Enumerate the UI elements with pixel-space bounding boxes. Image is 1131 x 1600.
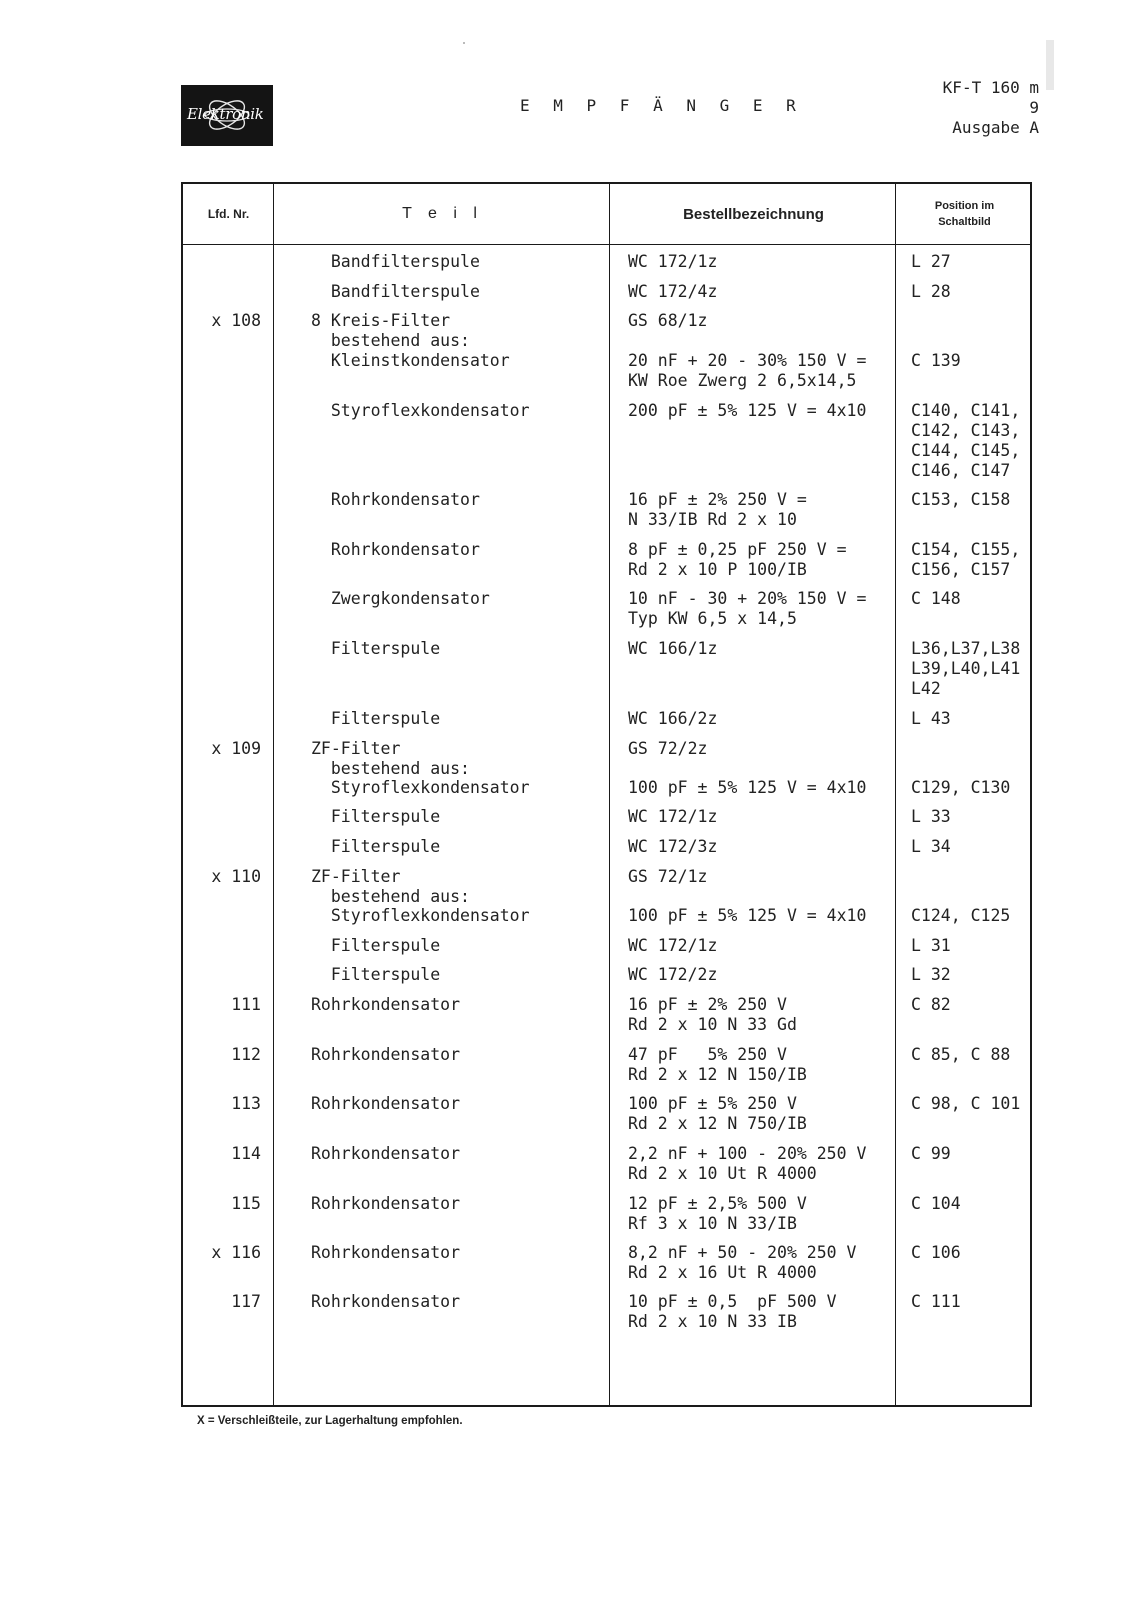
footnote: X = Verschleißteile, zur Lagerhaltung empfohlen. bbox=[197, 1415, 463, 1427]
order-designation bbox=[628, 401, 866, 421]
order-designation-line: WC 166/2z bbox=[628, 709, 718, 728]
schematic-position bbox=[911, 540, 1020, 580]
order-designation-line: Rd 2 x 16 Ut R 4000 bbox=[628, 1263, 817, 1282]
order-designation bbox=[628, 906, 866, 926]
row-number: 117 bbox=[231, 1292, 261, 1311]
schematic-position-line: L 32 bbox=[911, 965, 951, 984]
row-number: 114 bbox=[231, 1144, 261, 1163]
order-designation-line: WC 172/2z bbox=[628, 965, 718, 984]
schematic-position bbox=[911, 1243, 961, 1263]
order-designation bbox=[628, 589, 866, 629]
schematic-position bbox=[911, 282, 951, 302]
order-designation bbox=[628, 837, 717, 857]
schematic-position-line: C129, C130 bbox=[911, 778, 1011, 797]
page-number: 9 bbox=[1029, 98, 1039, 117]
row-number: x 108 bbox=[211, 311, 261, 330]
order-designation-line: 10 pF ± 0,5 pF 500 V bbox=[628, 1292, 837, 1311]
parts-table bbox=[181, 182, 1032, 1407]
row-number: 111 bbox=[231, 995, 261, 1014]
order-designation bbox=[628, 1144, 866, 1184]
order-designation-line: 16 pF ± 2% 250 V = bbox=[628, 490, 807, 509]
order-designation-line: 10 nF - 30 + 20% 150 V = bbox=[628, 589, 867, 608]
part-name: Rohrkondensator bbox=[311, 1243, 461, 1262]
part-name: Bandfilterspule bbox=[311, 252, 480, 271]
part-name: Rohrkondensator bbox=[311, 1045, 461, 1064]
column-divider bbox=[609, 184, 610, 1405]
column-header-position-line2: Schaltbild bbox=[938, 216, 991, 228]
part-name: bestehend aus: bbox=[311, 887, 470, 906]
schematic-position-line: C154, C155, bbox=[911, 540, 1021, 559]
order-designation bbox=[628, 965, 717, 985]
column-header-nr: Lfd. Nr. bbox=[207, 207, 250, 221]
row-number: 115 bbox=[231, 1194, 261, 1213]
schematic-position bbox=[911, 1045, 1010, 1065]
order-designation-line: KW Roe Zwerg 2 6,5x14,5 bbox=[628, 371, 857, 390]
order-designation-line: 8,2 nF + 50 - 20% 250 V bbox=[628, 1243, 857, 1262]
part-name: 8 Kreis-Filter bbox=[311, 311, 451, 330]
order-designation bbox=[628, 867, 707, 887]
part-name: bestehend aus: bbox=[311, 331, 470, 350]
order-designation-line: 2,2 nF + 100 - 20% 250 V bbox=[628, 1144, 867, 1163]
order-designation-line: GS 68/1z bbox=[628, 311, 708, 330]
order-designation-line: Rd 2 x 12 N 750/IB bbox=[628, 1114, 807, 1133]
schematic-position bbox=[911, 1292, 961, 1312]
schematic-position bbox=[911, 837, 951, 857]
order-designation bbox=[628, 311, 707, 331]
order-designation-line: 100 pF ± 5% 125 V = 4x10 bbox=[628, 778, 867, 797]
part-name: Styroflexkondensator bbox=[311, 778, 530, 797]
schematic-position-line: C140, C141, bbox=[911, 401, 1021, 420]
order-designation-line: 47 pF 5% 250 V bbox=[628, 1045, 787, 1064]
order-designation bbox=[628, 252, 717, 272]
company-logo bbox=[181, 85, 273, 146]
part-name: Styroflexkondensator bbox=[311, 906, 530, 925]
order-designation-line: Rd 2 x 10 N 33 Gd bbox=[628, 1015, 797, 1034]
part-name: Rohrkondensator bbox=[311, 1194, 461, 1213]
part-name: Rohrkondensator bbox=[311, 1094, 461, 1113]
order-designation bbox=[628, 490, 807, 530]
order-designation bbox=[628, 1194, 807, 1234]
order-designation-line: WC 172/1z bbox=[628, 936, 718, 955]
order-designation bbox=[628, 936, 717, 956]
column-header-bestellbezeichnung: Bestellbezeichnung bbox=[683, 205, 824, 223]
order-designation bbox=[628, 995, 797, 1035]
part-name: Rohrkondensator bbox=[311, 490, 480, 509]
order-designation bbox=[628, 778, 866, 798]
order-designation-line: GS 72/1z bbox=[628, 867, 708, 886]
schematic-position-line: L 31 bbox=[911, 936, 951, 955]
schematic-position-line: L 27 bbox=[911, 252, 951, 271]
schematic-position-line: C 148 bbox=[911, 589, 961, 608]
part-name: Filterspule bbox=[311, 837, 441, 856]
order-designation-line: Rf 3 x 10 N 33/IB bbox=[628, 1214, 797, 1233]
schematic-position-line: L 33 bbox=[911, 807, 951, 826]
order-designation-line: Rd 2 x 10 Ut R 4000 bbox=[628, 1164, 817, 1183]
schematic-position-line: C 99 bbox=[911, 1144, 951, 1163]
schematic-position-line: L 28 bbox=[911, 282, 951, 301]
order-designation-line: 100 pF ± 5% 250 V bbox=[628, 1094, 797, 1113]
order-designation-line: Typ KW 6,5 x 14,5 bbox=[628, 609, 797, 628]
order-designation-line: Rd 2 x 10 P 100/IB bbox=[628, 560, 807, 579]
schematic-position bbox=[911, 490, 1010, 510]
schematic-position bbox=[911, 965, 951, 985]
order-designation bbox=[628, 1094, 807, 1134]
order-designation bbox=[628, 709, 717, 729]
schematic-position-line: L 34 bbox=[911, 837, 951, 856]
page-title: E M P F Ä N G E R bbox=[520, 96, 803, 115]
order-designation-line: 16 pF ± 2% 250 V bbox=[628, 995, 787, 1014]
schematic-position-line: C 111 bbox=[911, 1292, 961, 1311]
order-designation-line: WC 172/1z bbox=[628, 252, 718, 271]
order-designation-line: Rd 2 x 10 N 33 IB bbox=[628, 1312, 797, 1331]
schematic-position-line: C124, C125 bbox=[911, 906, 1011, 925]
schematic-position-line: C144, C145, bbox=[911, 441, 1021, 460]
order-designation bbox=[628, 1045, 807, 1085]
part-name: Filterspule bbox=[311, 639, 441, 658]
row-number: 112 bbox=[231, 1045, 261, 1064]
row-number: x 110 bbox=[211, 867, 261, 886]
part-name: ZF-Filter bbox=[311, 739, 401, 758]
schematic-position bbox=[911, 936, 951, 956]
order-designation bbox=[628, 1292, 837, 1332]
schematic-position bbox=[911, 351, 961, 371]
order-designation-line: GS 72/2z bbox=[628, 739, 708, 758]
part-name: Rohrkondensator bbox=[311, 1292, 461, 1311]
part-name: Filterspule bbox=[311, 709, 441, 728]
document-reference bbox=[943, 78, 1039, 138]
part-name: ZF-Filter bbox=[311, 867, 401, 886]
order-designation bbox=[628, 807, 717, 827]
order-designation-line: N 33/IB Rd 2 x 10 bbox=[628, 510, 797, 529]
schematic-position bbox=[911, 589, 961, 609]
column-divider bbox=[895, 184, 896, 1405]
part-name: Filterspule bbox=[311, 936, 441, 955]
model-number: KF-T 160 m bbox=[942, 78, 1039, 97]
schematic-position-line: C146, C147 bbox=[911, 461, 1011, 480]
order-designation-line: 200 pF ± 5% 125 V = 4x10 bbox=[628, 401, 867, 420]
order-designation bbox=[628, 739, 707, 759]
column-divider bbox=[273, 184, 274, 1405]
edition-label: Ausgabe A bbox=[952, 118, 1039, 137]
part-name: Kleinstkondensator bbox=[311, 351, 510, 370]
schematic-position-line: L42 bbox=[911, 679, 941, 698]
schematic-position-line: C 104 bbox=[911, 1194, 961, 1213]
order-designation bbox=[628, 639, 717, 659]
part-name: Filterspule bbox=[311, 807, 441, 826]
schematic-position bbox=[911, 401, 1020, 481]
schematic-position bbox=[911, 1144, 951, 1164]
scan-edge-mark bbox=[1046, 40, 1054, 90]
schematic-position-line: C153, C158 bbox=[911, 490, 1011, 509]
schematic-position bbox=[911, 807, 951, 827]
schematic-position-line: C 106 bbox=[911, 1243, 961, 1262]
order-designation-line: WC 172/1z bbox=[628, 807, 718, 826]
part-name: Zwergkondensator bbox=[311, 589, 490, 608]
schematic-position bbox=[911, 995, 951, 1015]
order-designation-line: Rd 2 x 12 N 150/IB bbox=[628, 1065, 807, 1084]
order-designation-line: 12 pF ± 2,5% 500 V bbox=[628, 1194, 807, 1213]
schematic-position bbox=[911, 1094, 1020, 1114]
scan-speck bbox=[463, 42, 465, 44]
order-designation bbox=[628, 540, 847, 580]
schematic-position-line: C 139 bbox=[911, 351, 961, 370]
column-header-position bbox=[897, 184, 1032, 244]
schematic-position-line: C 98, C 101 bbox=[911, 1094, 1021, 1113]
schematic-position-line: L36,L37,L38 bbox=[911, 639, 1021, 658]
order-designation-line: WC 172/4z bbox=[628, 282, 718, 301]
part-name: Bandfilterspule bbox=[311, 282, 480, 301]
schematic-position bbox=[911, 778, 1010, 798]
part-name: bestehend aus: bbox=[311, 759, 470, 778]
schematic-position bbox=[911, 252, 951, 272]
column-header-teil: T e i l bbox=[402, 205, 483, 222]
schematic-position-line: C 85, C 88 bbox=[911, 1045, 1011, 1064]
schematic-position bbox=[911, 709, 951, 729]
row-number: x 109 bbox=[211, 739, 261, 758]
schematic-position-line: C156, C157 bbox=[911, 560, 1011, 579]
schematic-position-line: L 43 bbox=[911, 709, 951, 728]
column-header-position-line1: Position im bbox=[934, 200, 995, 212]
part-name: Rohrkondensator bbox=[311, 995, 461, 1014]
order-designation-line: 100 pF ± 5% 125 V = 4x10 bbox=[628, 906, 867, 925]
part-name: Filterspule bbox=[311, 965, 441, 984]
order-designation bbox=[628, 282, 717, 302]
order-designation bbox=[628, 1243, 856, 1283]
order-designation-line: 8 pF ± 0,25 pF 250 V = bbox=[628, 540, 847, 559]
order-designation-line: WC 166/1z bbox=[628, 639, 718, 658]
part-name: Rohrkondensator bbox=[311, 540, 480, 559]
order-designation bbox=[628, 351, 866, 391]
schematic-position bbox=[911, 639, 1020, 699]
order-designation-line: 20 nF + 20 - 30% 150 V = bbox=[628, 351, 867, 370]
order-designation-line: WC 172/3z bbox=[628, 837, 718, 856]
schematic-position-line: C 82 bbox=[911, 995, 951, 1014]
part-name: Rohrkondensator bbox=[311, 1144, 461, 1163]
schematic-position bbox=[911, 906, 1010, 926]
schematic-position-line: C142, C143, bbox=[911, 421, 1021, 440]
part-name: Styroflexkondensator bbox=[311, 401, 530, 420]
logo-wordmark: Elektronik bbox=[187, 105, 264, 123]
header-divider bbox=[183, 244, 1030, 245]
schematic-position bbox=[911, 1194, 961, 1214]
row-number: x 116 bbox=[211, 1243, 261, 1262]
row-number: 113 bbox=[231, 1094, 261, 1113]
schematic-position-line: L39,L40,L41 bbox=[911, 659, 1021, 678]
